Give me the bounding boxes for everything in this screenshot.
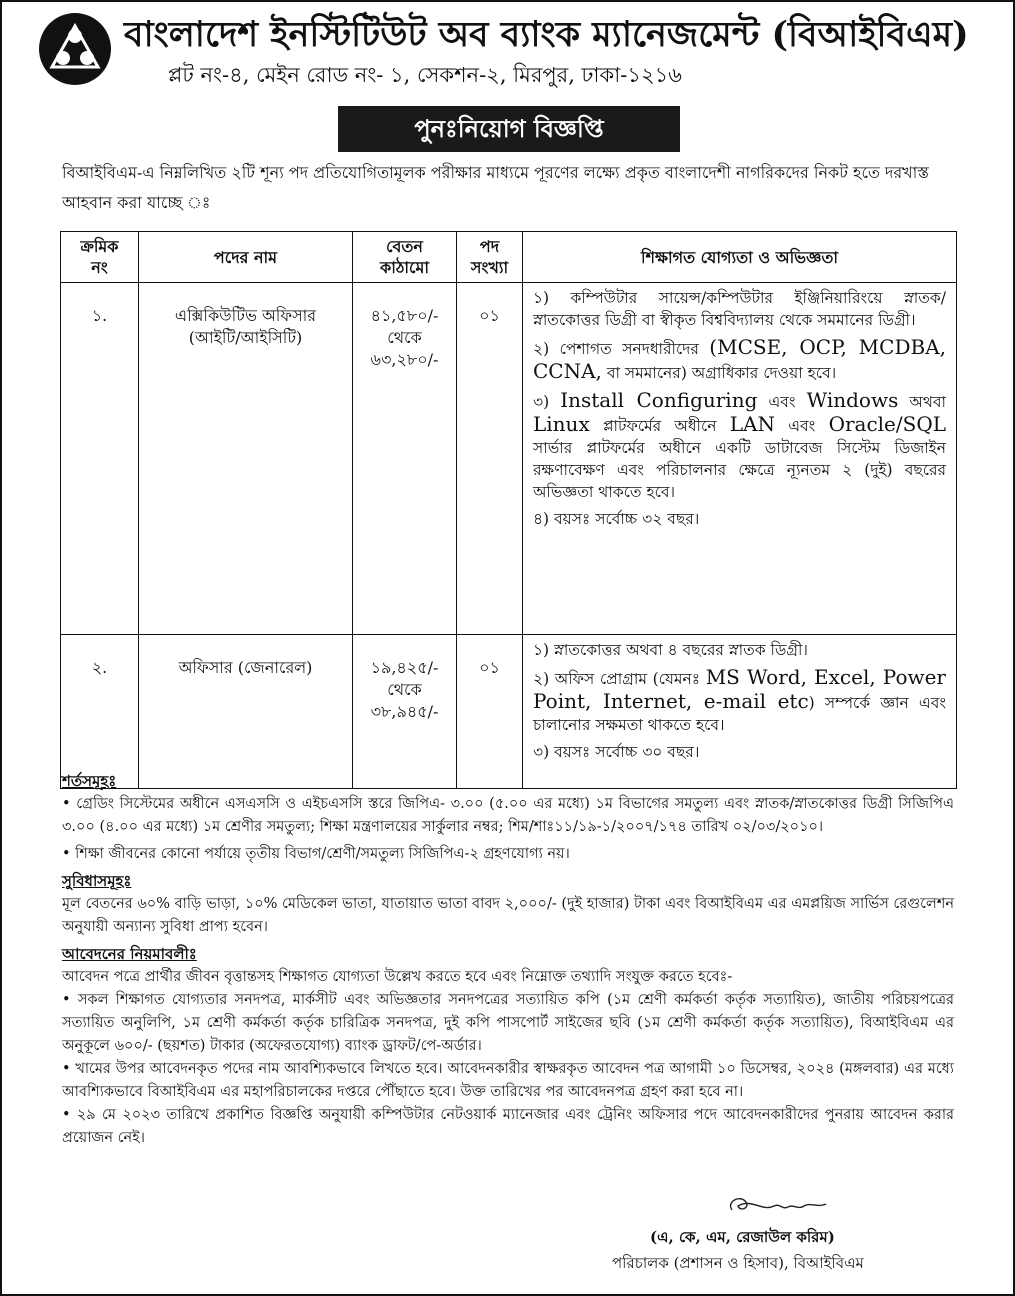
benefits-heading: সুবিধাসমূহঃ xyxy=(62,872,132,890)
header-post: পদের নাম xyxy=(139,232,353,283)
table-row xyxy=(61,635,957,789)
notice-title: পুনঃনিয়োগ বিজ্ঞপ্তি xyxy=(338,106,680,152)
qualification-item: ২) পেশাগত সনদধারীদের (MCSE, OCP, MCDBA, CCNA, বা সমমানের) অগ্রাধিকার দেওয়া হবে। xyxy=(533,335,946,383)
header-salary: বেতন কাঠামো xyxy=(353,232,457,283)
condition-item: • গ্রেডিং সিস্টেমের অধীনে এসএসসি ও এইচএসসি স্তরে জিপিএ- ৩.০০ (৫.০০ এর মধ্যে) ১ম বিভাগের সমতুল্য এবং স্নাতক/স্নাতকোত্তর ডিগ্রী সিজিপিএ ৩.০০ (৪.০০ এর মধ্যে) ১ম শ্রেণীর সমতুল্য; শিক্ষা মন্ত্রণালয়ের সার্কুলার নম্বর; শিম/শাঃ১১/১৯-১/২০০৭/১৭৪ তারিখ ০২/০৩/২০১০। xyxy=(62,796,954,835)
vacancy-table xyxy=(60,231,957,789)
benefits-text: মূল বেতনের ৬০% বাড়ি ভাড়া, ১০% মেডিকেল ভাতা, যাতায়াত ভাতা বাবদ ২,০০০/- (দুই হাজার) টাকা এবং বিআইবিএম এর এমপ্লয়িজ সার্ভিস রেগুলেশন অনুযায়ী অন্যান্য সুবিধা প্রাপ্য হবেন। xyxy=(62,896,954,935)
conditions-heading: শর্তসমূহঃ xyxy=(62,772,117,790)
rule-item: • খামের উপর আবেদনকৃত পদের নাম আবশ্যিকভাবে লিখতে হবে। আবেদনকারীর স্বাক্ষরকৃত আবেদন পত্র আগামী ১০ ডিসেম্বর, ২০২৪ (মঙ্গলবার) এর মধ্যে আবশ্যিকভাবে বিআইবিএম এর মহাপরিচালকের দপ্তরে পৌঁছাতে হবে। উক্ত তারিখের পর আবেদনপত্র গ্রহণ করা হবে না। xyxy=(62,1061,954,1100)
qualification-item: ১) স্নাতকোত্তর অথবা ৪ বছরের স্নাতক ডিগ্রী। xyxy=(533,641,808,659)
row-qualification xyxy=(523,635,957,789)
notice-sections xyxy=(62,770,954,1154)
row-qualification xyxy=(523,283,957,635)
signer-designation: পরিচালক (প্রশাসন ও হিসাব), বিআইবিএম xyxy=(612,1254,864,1272)
rule-item: আবেদন পত্রে প্রার্থীর জীবন বৃত্তান্তসহ শিক্ষাগত যোগ্যতা উল্লেখ করতে হবে এবং নিম্নোক্ত তথ্যাদি সংযুক্ত করতে হবেঃ- xyxy=(62,969,733,985)
row-salary: ৪১,৫৮০/- থেকে ৬৩,২৮০/- xyxy=(353,283,457,635)
qualification-item: ৩) Install Configuring এবং Windows অথবা Linux প্লাটফর্মের অধীনে LAN এবং Oracle/SQL সার্ভার প্লাটফর্মের অধীনে একটি ডাটাবেজ সিস্টেম ডিজাইন রক্ষণাবেক্ষণ এবং পরিচালনার ক্ষেত্রে ন্যূনতম ২ (দুই) বছরের অভিজ্ঞতা থাকতে হবে। xyxy=(533,388,946,501)
header-serial: ক্রমিক নং xyxy=(61,232,139,283)
qualification-item: ৩) বয়সঃ সর্বোচ্চ ৩০ বছর। xyxy=(533,743,700,761)
handwritten-signature xyxy=(722,1190,832,1216)
row-post: এক্সিকিউটিভ অফিসার (আইটি/আইসিটি) xyxy=(139,283,353,635)
row-serial: ২. xyxy=(61,635,139,789)
condition-item: • শিক্ষা জীবনের কোনো পর্যায়ে তৃতীয় বিভাগ/শ্রেণী/সমতুল্য সিজিপিএ-২ গ্রহণযোগ্য নয়। xyxy=(62,846,570,862)
row-count: ০১ xyxy=(457,283,523,635)
row-post: অফিসার (জেনারেল) xyxy=(139,635,353,789)
triangle-circles-logo-icon xyxy=(38,12,112,86)
rule-item: • ২৯ মে ২০২৩ তারিখে প্রকাশিত বিজ্ঞপ্তি অনুযায়ী কম্পিউটার নেটওয়ার্ক ম্যানেজার এবং ট্রেনিং অফিসার পদে আবেদনকারীদের পুনরায় আবেদন করার প্রয়োজন নেই। xyxy=(62,1107,954,1146)
table-row xyxy=(61,283,957,635)
rule-item: • সকল শিক্ষাগত যোগ্যতার সনদপত্র, মার্কসীট এবং অভিজ্ঞতার সনদপত্রের সত্যায়িত কপি (১ম শ্রেণী কর্মকর্তা কর্তৃক সত্যায়িত), জাতীয় পরিচয়পত্রের সত্যায়িত অনুলিপি, ১ম শ্রেণী কর্মকর্তা কর্তৃক চারিত্রিক সনদপত্র, দুই কপি পাসপোর্ট সাইজের ছবি (১ম শ্রেণী কর্মকর্তা কর্তৃক সত্যায়িত), বিআইবিএম এর অনুকূলে ৬০০/- (ছয়শত) টাকার (অফেরতযোগ্য) ব্যাংক ড্রাফট/পে-অর্ডার। xyxy=(62,992,954,1054)
signer-name: (এ, কে, এম, রেজাউল করিম) xyxy=(650,1228,835,1246)
row-count: ০১ xyxy=(457,635,523,789)
table-header-row xyxy=(61,232,957,283)
header-count: পদ সংখ্যা xyxy=(457,232,523,283)
header-qualification: শিক্ষাগত যোগ্যতা ও অভিজ্ঞতা xyxy=(523,232,957,283)
qualification-item: ৪) বয়সঃ সর্বোচ্চ ৩২ বছর। xyxy=(533,510,700,528)
qualification-item: ২) অফিস প্রোগ্রাম (যেমনঃ MS Word, Excel, Power Point, Internet, e-mail etc) সম্পর্কে জ্ঞান এবং চালানোর সক্ষমতা থাকতে হবে। xyxy=(533,665,946,734)
organization-name: বাংলাদেশ ইনস্টিটিউট অব ব্যাংক ম্যানেজমেন্ট (বিআইবিএম) xyxy=(124,14,969,55)
row-salary: ১৯,৪২৫/- থেকে ৩৮,৯৪৫/- xyxy=(353,635,457,789)
qualification-item: ১) কম্পিউটার সায়েন্স/কম্পিউটার ইঞ্জিনিয়ারিংয়ে স্নাতক/স্নাতকোত্তর ডিগ্রী বা স্বীকৃত বিশ্ববিদ্যালয় থেকে সমমানের ডিগ্রী। xyxy=(533,289,946,329)
organization-address: প্লট নং-৪, মেইন রোড নং- ১, সেকশন-২, মিরপুর, ঢাকা-১২১৬ xyxy=(168,63,682,87)
rules-heading: আবেদনের নিয়মাবলীঃ xyxy=(62,945,197,963)
row-serial: ১. xyxy=(61,283,139,635)
intro-paragraph: বিআইবিএম-এ নিম্নলিখিত ২টি শূন্য পদ প্রতিযোগিতামূলক পরীক্ষার মাধ্যমে পূরণের লক্ষ্যে প্রকৃত বাংলাদেশী নাগরিকদের নিকট হতে দরখাস্ত আহবান করা যাচ্ছে ঃ xyxy=(62,163,929,212)
